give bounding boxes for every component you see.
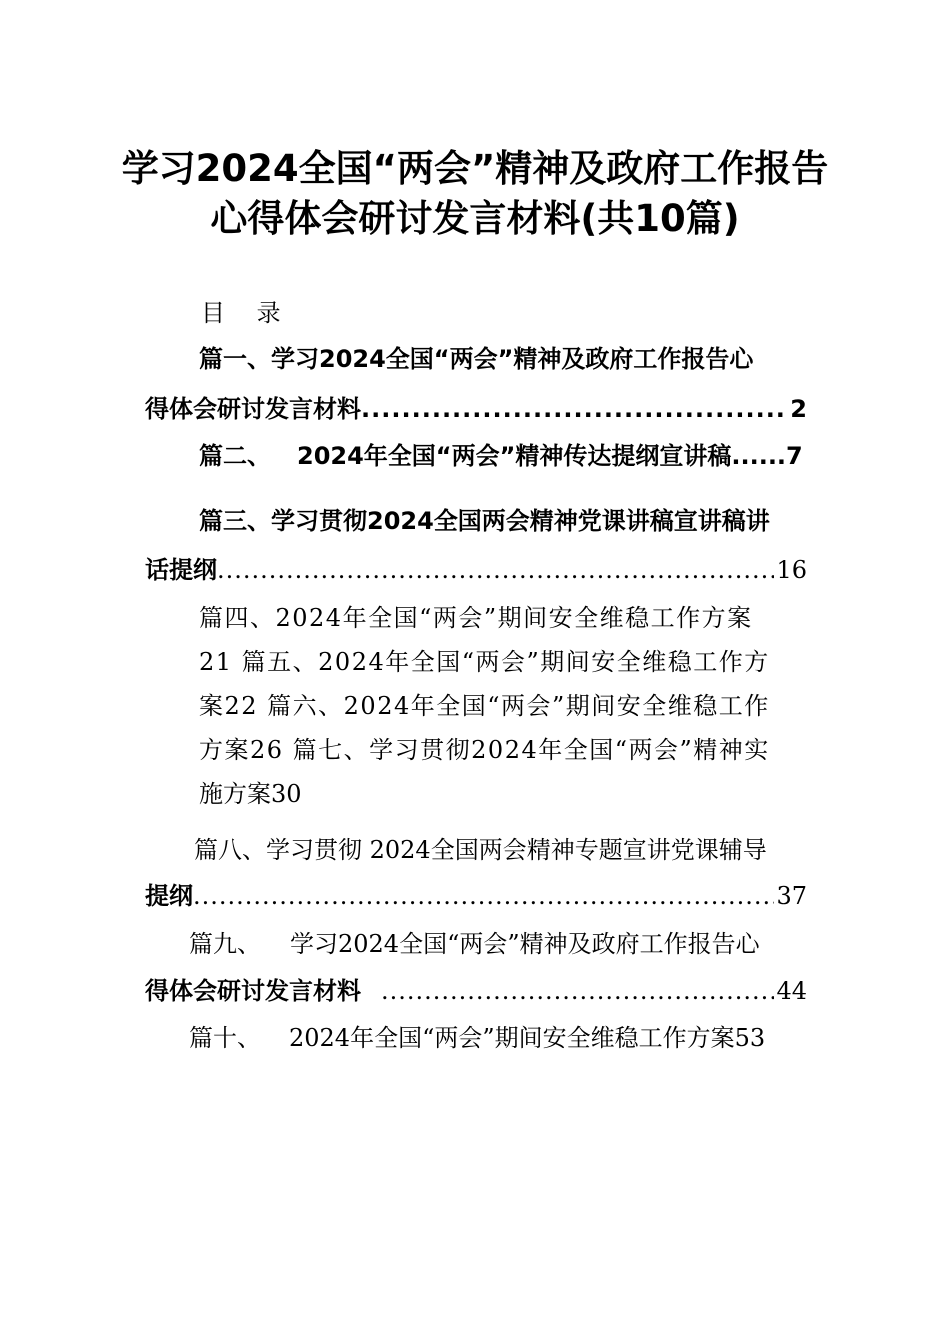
toc-entry-4-line-3[interactable]: 案22 篇六、2024年全国“两会”期间安全维稳工作 xyxy=(199,692,770,720)
toc-entry-8-line-1[interactable]: 篇八、学习贯彻 2024全国两会精神专题宣讲党课辅导 xyxy=(194,836,767,864)
toc-leader-dots xyxy=(193,884,774,908)
toc-entry-2-page: 7 xyxy=(786,442,803,470)
toc-entry-4-line-5[interactable]: 施方案30 xyxy=(199,780,302,808)
toc-entry-1-line-2[interactable] xyxy=(145,397,807,421)
toc-entry-9-label[interactable]: 篇九、 xyxy=(189,930,261,958)
toc-entry-2[interactable] xyxy=(297,444,803,468)
toc-entry-2-title: 2024年全国“两会”精神传达提纲宣讲稿 xyxy=(297,442,732,470)
toc-entry-3-line-1[interactable]: 篇三、学习贯彻2024全国两会精神党课讲稿宣讲稿讲 xyxy=(199,507,770,535)
toc-entry-3-page: 16 xyxy=(776,556,807,584)
toc-entry-10[interactable]: 2024年全国“两会”期间安全维稳工作方案53 xyxy=(289,1024,766,1052)
toc-entry-1-line-1[interactable]: 篇一、学习2024全国“两会”精神及政府工作报告心 xyxy=(199,345,754,373)
toc-entry-3-title-end: 话提纲 xyxy=(145,556,217,584)
toc-entry-9-line-1[interactable]: 学习2024全国“两会”精神及政府工作报告心 xyxy=(290,930,760,958)
toc-entry-8-page: 37 xyxy=(776,882,807,910)
toc-heading: 目 录 xyxy=(201,299,281,327)
toc-entry-9-page: 44 xyxy=(776,977,807,1005)
toc-entry-1-title-end: 得体会研讨发言材料 xyxy=(145,395,361,423)
document-title-line-1: 学习2024全国“两会”精神及政府工作报告 xyxy=(121,147,829,190)
toc-entry-4-line-1[interactable]: 篇四、2024年全国“两会”期间安全维稳工作方案 xyxy=(199,604,753,632)
toc-leader-dots xyxy=(381,979,774,1003)
toc-entry-9-line-2[interactable] xyxy=(145,979,807,1003)
toc-entry-1-page: 2 xyxy=(790,395,807,423)
toc-entry-3-line-2[interactable] xyxy=(145,558,807,582)
toc-entry-2-dots: ...... xyxy=(731,442,787,470)
toc-leader-dots xyxy=(361,397,788,421)
toc-entry-8-line-2[interactable] xyxy=(145,884,807,908)
toc-entry-9-title-end: 得体会研讨发言材料 xyxy=(145,977,361,1005)
toc-entry-4-line-4[interactable]: 方案26 篇七、学习贯彻2024年全国“两会”精神实 xyxy=(199,736,770,764)
toc-entry-4-line-2[interactable]: 21 篇五、2024年全国“两会”期间安全维稳工作方 xyxy=(199,648,770,676)
document-title-line-2: 心得体会研讨发言材料(共10篇) xyxy=(210,197,740,240)
toc-leader-dots xyxy=(217,558,774,582)
toc-entry-2-label[interactable]: 篇二、 xyxy=(199,442,271,470)
toc-entry-8-title-end: 提纲 xyxy=(145,882,193,910)
toc-entry-10-label[interactable]: 篇十、 xyxy=(189,1024,261,1052)
